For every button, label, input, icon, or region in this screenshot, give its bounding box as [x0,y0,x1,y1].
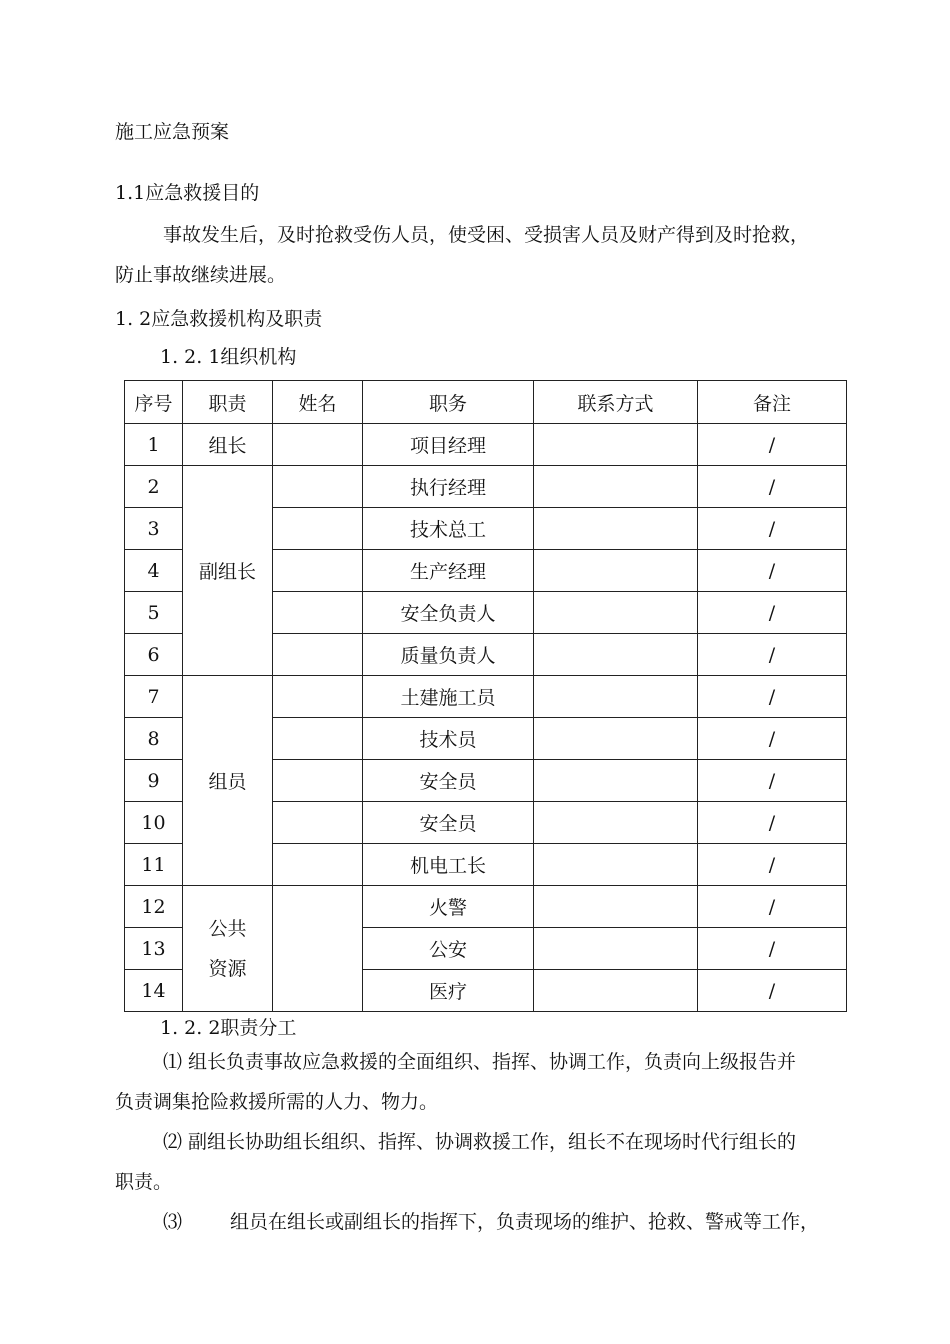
list-item-line: 组员在组长或副组长的指挥下，负责现场的维护、抢救、警戒等工作， [230,1211,820,1233]
list-item-marker: ⑶ [163,1211,183,1233]
paragraph-line: 事故发生后，及时抢救受伤人员，使受困、受损害人员及财产得到及时抢救， [163,224,810,246]
organization-table [124,380,847,1012]
cell-note: / [698,970,847,1012]
cell-note: / [698,634,847,676]
cell-role: 组长 [183,424,273,466]
cell-position: 火警 [363,886,534,928]
cell-name [273,634,363,676]
cell-note: / [698,886,847,928]
table-row [125,886,847,928]
list-item-line: 职责。 [115,1171,173,1193]
cell-contact [534,970,698,1012]
cell-no: 9 [125,760,183,802]
cell-name [273,466,363,508]
cell-name [273,508,363,550]
cell-no: 10 [125,802,183,844]
cell-note: / [698,802,847,844]
section-heading-1-2-1: 1. 2. 1组织机构 [160,346,297,368]
cell-position: 项目经理 [363,424,534,466]
header-no: 序号 [125,381,183,424]
cell-note: / [698,718,847,760]
cell-position: 安全员 [363,802,534,844]
cell-no: 6 [125,634,183,676]
cell-position: 技术总工 [363,508,534,550]
cell-no: 7 [125,676,183,718]
document-title: 施工应急预案 [115,121,230,143]
cell-contact [534,466,698,508]
list-item-line: ⑴ 组长负责事故应急救援的全面组织、指挥、协调工作，负责向上级报告并 [163,1051,797,1073]
section-heading-1-1: 1.1应急救援目的 [115,182,260,204]
cell-no: 12 [125,886,183,928]
cell-no: 8 [125,718,183,760]
cell-note: / [698,592,847,634]
cell-position: 质量负责人 [363,634,534,676]
cell-role: 副组长 [183,466,273,676]
header-name: 姓名 [273,381,363,424]
cell-name [273,718,363,760]
cell-contact [534,928,698,970]
cell-contact [534,550,698,592]
cell-note: / [698,676,847,718]
cell-role [183,886,273,1012]
cell-contact [534,592,698,634]
list-item-line: ⑵ 副组长协助组长组织、指挥、协调救援工作，组长不在现场时代行组长的 [163,1131,797,1153]
table-row [125,424,847,466]
cell-role-line: 公共 [208,917,247,940]
section-heading-1-2-2: 1. 2. 2职责分工 [160,1017,297,1039]
paragraph-line: 防止事故继续进展。 [115,264,287,286]
cell-position: 技术员 [363,718,534,760]
table-header-row [125,381,847,424]
cell-contact [534,886,698,928]
section-heading-1-2: 1. 2应急救援机构及职责 [115,308,323,330]
cell-name [273,802,363,844]
cell-contact [534,718,698,760]
cell-no: 4 [125,550,183,592]
cell-role-line: 资源 [208,957,247,980]
cell-position: 生产经理 [363,550,534,592]
cell-position: 医疗 [363,970,534,1012]
cell-contact [534,802,698,844]
table-row [125,676,847,718]
cell-position: 执行经理 [363,466,534,508]
cell-position: 安全负责人 [363,592,534,634]
cell-no: 14 [125,970,183,1012]
cell-no: 11 [125,844,183,886]
cell-note: / [698,760,847,802]
cell-note: / [698,844,847,886]
cell-note: / [698,466,847,508]
cell-contact [534,634,698,676]
cell-contact [534,760,698,802]
cell-name [273,760,363,802]
cell-name [273,844,363,886]
cell-note: / [698,550,847,592]
cell-name [273,424,363,466]
header-position: 职务 [363,381,534,424]
cell-no: 3 [125,508,183,550]
header-role: 职责 [183,381,273,424]
list-item-line: 负责调集抢险救援所需的人力、物力。 [115,1091,439,1113]
header-contact: 联系方式 [534,381,698,424]
cell-position: 机电工长 [363,844,534,886]
cell-contact [534,424,698,466]
cell-name [273,676,363,718]
cell-name [273,886,363,1012]
cell-no: 5 [125,592,183,634]
cell-note: / [698,508,847,550]
cell-name [273,550,363,592]
cell-role: 组员 [183,676,273,886]
cell-no: 1 [125,424,183,466]
cell-contact [534,844,698,886]
cell-no: 13 [125,928,183,970]
cell-contact [534,508,698,550]
cell-note: / [698,424,847,466]
cell-position: 土建施工员 [363,676,534,718]
header-note: 备注 [698,381,847,424]
cell-position: 安全员 [363,760,534,802]
cell-note: / [698,928,847,970]
table-row [125,466,847,508]
cell-name [273,592,363,634]
cell-contact [534,676,698,718]
cell-no: 2 [125,466,183,508]
cell-position: 公安 [363,928,534,970]
